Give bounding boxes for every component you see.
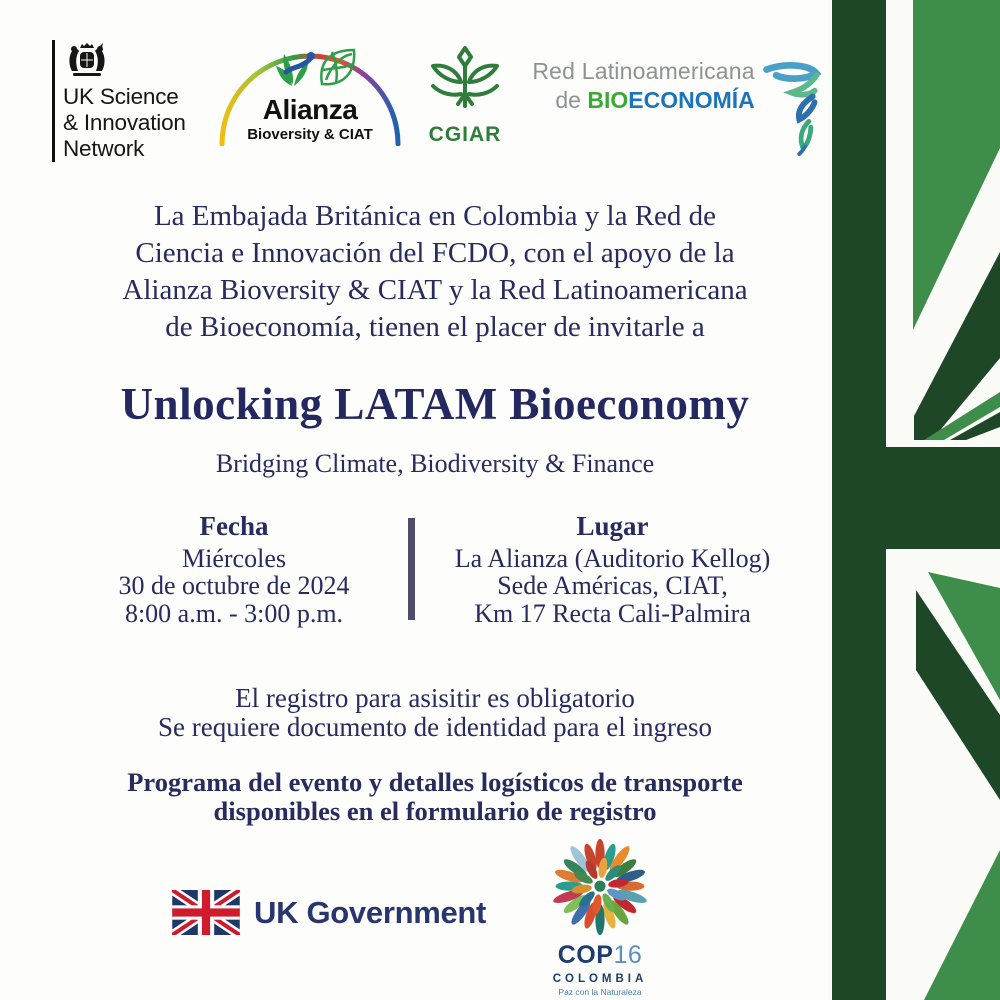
lugar-line: Sede Américas, CIAT, (497, 571, 728, 600)
registration-note (50, 684, 820, 741)
cop16-flower-icon (544, 838, 656, 938)
uksin-line: UK Science (63, 84, 179, 109)
lugar-line: La Alianza (Auditorio Kellog) (454, 543, 771, 573)
fecha-block (60, 513, 408, 627)
cop16-logo (533, 838, 667, 997)
redlat-line2: de BIOECONOMÍA (555, 87, 755, 113)
cop16-wordmark: COP16 (557, 941, 643, 969)
program-note (50, 768, 820, 826)
intro-text (50, 198, 820, 346)
intro-line: de Bioeconomía, tienen el placer de invitarle a (165, 311, 705, 343)
uksin-line: Network (63, 136, 145, 161)
alianza-subtitle: Bioversity & CIAT (247, 126, 373, 143)
intro-line: Alianza Bioversity & CIAT y la Red Latinoamericana (122, 274, 748, 306)
event-details (60, 513, 810, 627)
program-line: Programa del evento y detalles logísticos de transporte (127, 767, 743, 797)
royal-coat-of-arms-icon (65, 42, 109, 80)
redlat-line1: Red Latinoamericana (532, 58, 755, 84)
vertical-divider (408, 518, 415, 620)
fecha-line: Miércoles (182, 543, 286, 573)
intro-line: La Embajada Británica en Colombia y la Red de (153, 200, 717, 232)
uk-government-logo (172, 890, 486, 935)
alianza-bioversity-ciat-logo (214, 42, 406, 146)
event-subtitle: Bridging Climate, Biodiversity & Finance (215, 449, 655, 478)
fecha-line: 8:00 a.m. - 3:00 p.m. (124, 598, 344, 628)
program-line: disponibles en el formulario de registro (213, 796, 657, 826)
uksin-line: & Innovation (63, 110, 186, 135)
logo-divider-rule (52, 40, 55, 162)
latam-swirl-icon (755, 58, 824, 158)
uk-science-innovation-network-logo (52, 40, 186, 162)
cop16-tagline: Paz con la Naturaleza (558, 987, 642, 997)
cgiar-wordmark: CGIAR (428, 123, 502, 146)
lugar-heading: Lugar (576, 511, 649, 541)
green-union-jack-pattern (828, 0, 1000, 1000)
fecha-heading: Fecha (199, 511, 269, 541)
red-latinoamericana-bioeconomia-logo (524, 58, 824, 158)
registration-line: Se requiere documento de identidad para el ingreso (157, 711, 713, 742)
cgiar-logo (422, 44, 508, 147)
union-jack-icon (172, 890, 240, 935)
fecha-line: 30 de octubre de 2024 (118, 571, 350, 600)
registration-line: El registro para asisitir es obligatorio (235, 683, 635, 713)
lugar-block (415, 513, 810, 627)
ukgov-wordmark: UK Government (254, 894, 487, 930)
cgiar-emblem-icon (427, 44, 503, 116)
alianza-wordmark: Alianza (262, 94, 358, 125)
cop16-country: COLOMBIA (552, 973, 648, 985)
intro-line: Ciencia e Innovación del FCDO, con el apoyo de la (135, 237, 735, 269)
event-title: Unlocking LATAM Bioeconomy (120, 379, 750, 429)
lugar-line: Km 17 Recta Cali-Palmira (474, 598, 751, 628)
